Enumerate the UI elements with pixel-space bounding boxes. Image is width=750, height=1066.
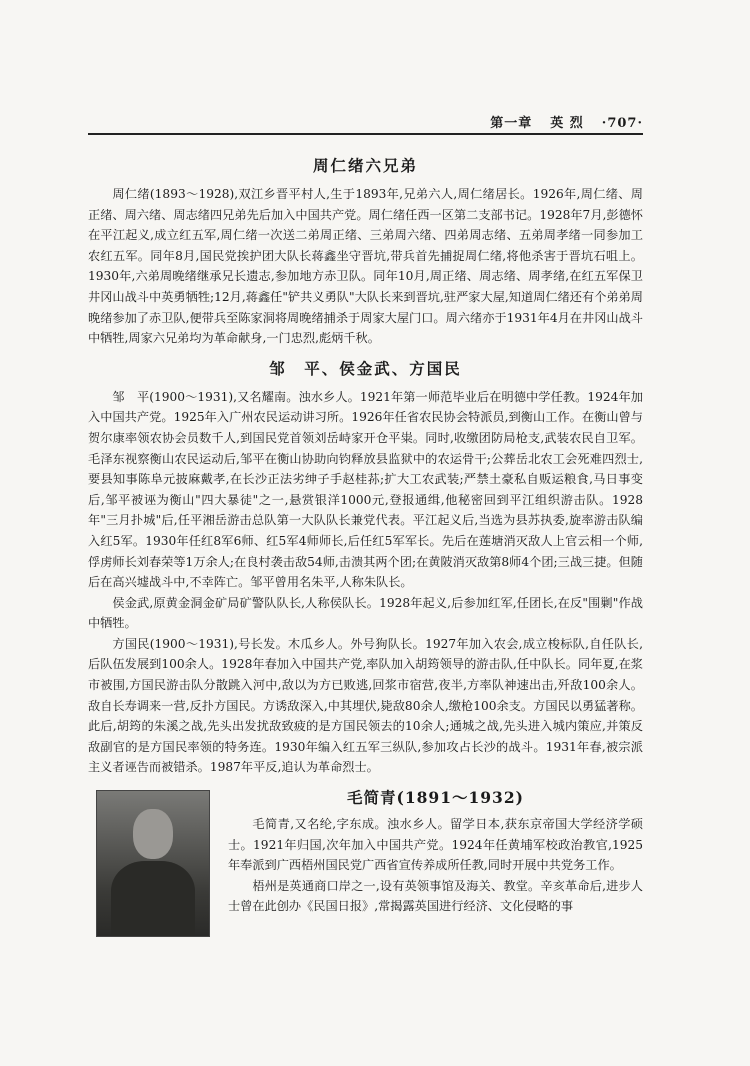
paragraph: 周仁绪(1893～1928),双江乡晋平村人,生于1893年,兄弟六人,周仁绪居长。1926年,周仁绪、周正绪、周六绪、周志绪四兄弟先后加入中国共产党。周仁绪任西一区第二支部书记。1928年7月,彭德怀在平江起义,成立红五军,周仁绪一次送二弟周正绪、三弟周六绪、四弟周志绪、五弟周孝绪一同参加工农红五军。同年8月,国民党挨护团大队长蒋鑫坐守晋坑,带兵首先捕捉周仁绪,将他杀害于晋坑石咀上。1930年,六弟周晚绪继承兄长遗志,参加地方赤卫队。同年10月,周正绪、周志绪、周孝绪,在红五军保卫井冈山战斗中英勇牺牲;12月,蒋鑫任"铲共义勇队"大队长来到晋坑,驻严家大屋,知道周仁绪还有个弟弟周晚绪参加了赤卫队,便带兵至陈家洞将周晚绪捕杀于周家大屋门口。周六绪亦于1931年4月在井冈山战斗中牺牲,周家六兄弟均为革命献身,一门忠烈,彪炳千秋。 bbox=[88, 187, 643, 346]
section-title: 邹 平、侯金武、方国民 bbox=[269, 358, 462, 378]
section-mao-jianqing bbox=[88, 786, 643, 917]
paragraph: 毛简青,又名纶,字东成。浊水乡人。留学日本,获东京帝国大学经济学硕士。1921年归国,次年加入中国共产党。1924年任黄埔军校政治教官,1925年奉派到广西梧州国民党广西省宣传养成所任教,同时开展中共党务工作。 bbox=[228, 817, 643, 873]
section-zou-hou-fang bbox=[88, 357, 643, 778]
chapter-label: 第一章 bbox=[490, 116, 533, 131]
paragraph: 方国民(1900～1931),号长发。木瓜乡人。外号狗队长。1927年加入农会,成立梭标队,自任队长,后队伍发展到100余人。1928年春加入中国共产党,率队加入胡筠领导的游击队,任中队长。同年夏,在浆市被围,方国民游击队分散跳入河中,敌以为方已败逃,回浆市宿营,夜半,方率队神速出击,歼敌100余人。敌自长寿调来一营,反扑方国民。方诱敌深入,中其埋伏,毙敌80余人,缴枪100余支。方国民以勇猛著称。此后,胡筠的朱溪之战,先头出发扰敌致疲的是方国民领去的10余人;通城之战,先头进入城内策应,并策反敌副官的是方国民率领的特务连。1930年编入红五军三纵队,参加攻占长沙的战斗。1931年春,被宗派主义者诬告而被错杀。1987年平反,追认为革命烈士。 bbox=[88, 636, 643, 775]
mao-text-column bbox=[228, 786, 643, 917]
section-title: 周仁绪六兄弟 bbox=[312, 156, 418, 175]
section-label: 英 烈 bbox=[550, 116, 584, 131]
section-zhou-brothers bbox=[88, 154, 643, 349]
paragraph: 侯金武,原黄金洞金矿局矿警队队长,人称侯队长。1928年起义,后参加红军,任团长,在反"围剿"作战中牺牲。 bbox=[88, 595, 643, 631]
page-number: ·707· bbox=[601, 116, 643, 131]
paragraph: 梧州是英通商口岸之一,设有英领事馆及海关、教堂。辛亥革命后,进步人士曾在此创办《民国日报》,常揭露英国进行经济、文化侵略的事 bbox=[228, 878, 643, 914]
header-rule bbox=[88, 133, 643, 135]
running-header bbox=[88, 112, 643, 131]
page-content bbox=[88, 154, 643, 917]
section-title: 毛简青(1891～1932) bbox=[347, 788, 524, 808]
portrait-photo bbox=[96, 790, 210, 937]
paragraph: 邹 平(1900～1931),又名耀南。浊水乡人。1921年第一师范毕业后在明德中学任教。1924年加入中国共产党。1925年入广州农民运动讲习所。1926年任省农民协会特派员,到衡山工作。在衡山曾与贺尔康率领农协会员数千人,到国民党首领刘岳峙家开仓平粜。同时,收缴团防局枪支,武装农民自卫军。毛泽东视察衡山农民运动后,邹平在衡山协助向钧释放县监狱中的农运骨干;公葬岳北农工会死难四烈士,要县知事陈阜元披麻戴孝,在长沙正法劣绅子手赵桂荪;扩大工农武装;严禁土豪私自贩运粮食,马日事变后,邹平被诬为衡山"四大暴徒"之一,悬赏银洋1000元,登报通缉,他秘密回到平江组织游击队。1928年"三月扑城"后,任平湘岳游击总队第一大队队长兼党代表。平江起义后,当选为县苏执委,旋率游击队编入红5军。1930年任红8军6师、红5军4师师长,后任红5军军长。先后在莲塘消灭敌人上官云相一个师,俘虏师长刘春荣等1万余人;在良村袭击敌54师,击溃其两个团;在黄陂消灭敌第8师4个团;三战三捷。但随后在高兴墟战斗中,不幸阵亡。邹平曾用名朱平,人称朱队长。 bbox=[88, 389, 643, 590]
